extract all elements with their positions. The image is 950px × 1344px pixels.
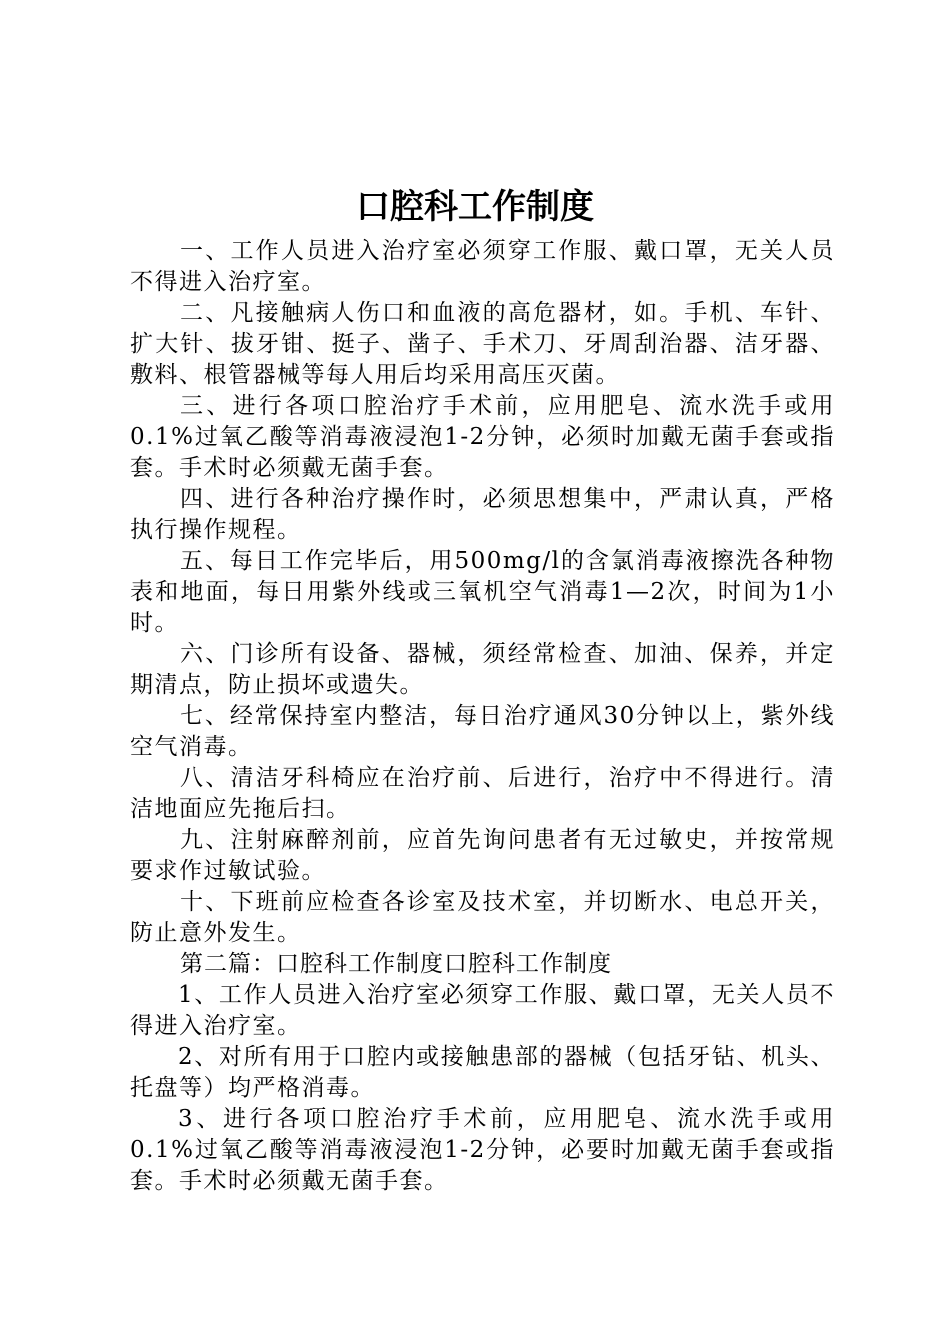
paragraph-3: 三、进行各项口腔治疗手术前，应用肥皂、流水洗手或用0.1%过氧乙酸等消毒液浸泡1-2分钟，必须时加戴无菌手套或指套。手术时必须戴无菌手套。 — [130, 393, 835, 481]
paragraph-10: 十、下班前应检查各诊室及技术室，并切断水、电总开关，防止意外发生。 — [130, 889, 835, 946]
paragraph-2: 二、凡接触病人伤口和血液的高危器材，如。手机、车针、扩大针、拔牙钳、挺子、凿子、手术刀、牙周刮治器、洁牙器、敷料、根管器械等每人用后均采用高压灭菌。 — [130, 300, 835, 388]
paragraph-9: 九、注射麻醉剂前，应首先询问患者有无过敏史，并按常规要求作过敏试验。 — [130, 827, 835, 884]
paragraph-8: 八、清洁牙科椅应在治疗前、后进行，治疗中不得进行。清洁地面应先拖后扫。 — [130, 765, 835, 822]
document-body — [130, 236, 835, 1197]
paragraph-1: 一、工作人员进入治疗室必须穿工作服、戴口罩，无关人员不得进入治疗室。 — [130, 238, 835, 295]
paragraph-12: 2、对所有用于口腔内或接触患部的器械（包括牙钻、机头、托盘等）均严格消毒。 — [130, 1044, 835, 1101]
paragraph-5: 五、每日工作完毕后，用500mg/l的含氯消毒液擦洗各种物表和地面，每日用紫外线或三氧机空气消毒1—2次，时间为1小时。 — [130, 548, 835, 636]
page-title: 口腔科工作制度 — [356, 187, 594, 227]
paragraph-7: 七、经常保持室内整洁，每日治疗通风30分钟以上，紫外线空气消毒。 — [130, 703, 835, 760]
paragraph-4: 四、进行各种治疗操作时，必须思想集中，严肃认真，严格执行操作规程。 — [130, 486, 835, 543]
paragraph-6: 六、门诊所有设备、器械，须经常检查、加油、保养，并定期清点，防止损坏或遗失。 — [130, 641, 835, 698]
paragraph-11: 1、工作人员进入治疗室必须穿工作服、戴口罩，无关人员不得进入治疗室。 — [130, 982, 835, 1039]
paragraph-13: 3、进行各项口腔治疗手术前，应用肥皂、流水洗手或用0.1%过氧乙酸等消毒液浸泡1-2分钟，必要时加戴无菌手套或指套。手术时必须戴无菌手套。 — [130, 1106, 835, 1194]
section-heading: 第二篇：口腔科工作制度口腔科工作制度 — [180, 951, 612, 977]
